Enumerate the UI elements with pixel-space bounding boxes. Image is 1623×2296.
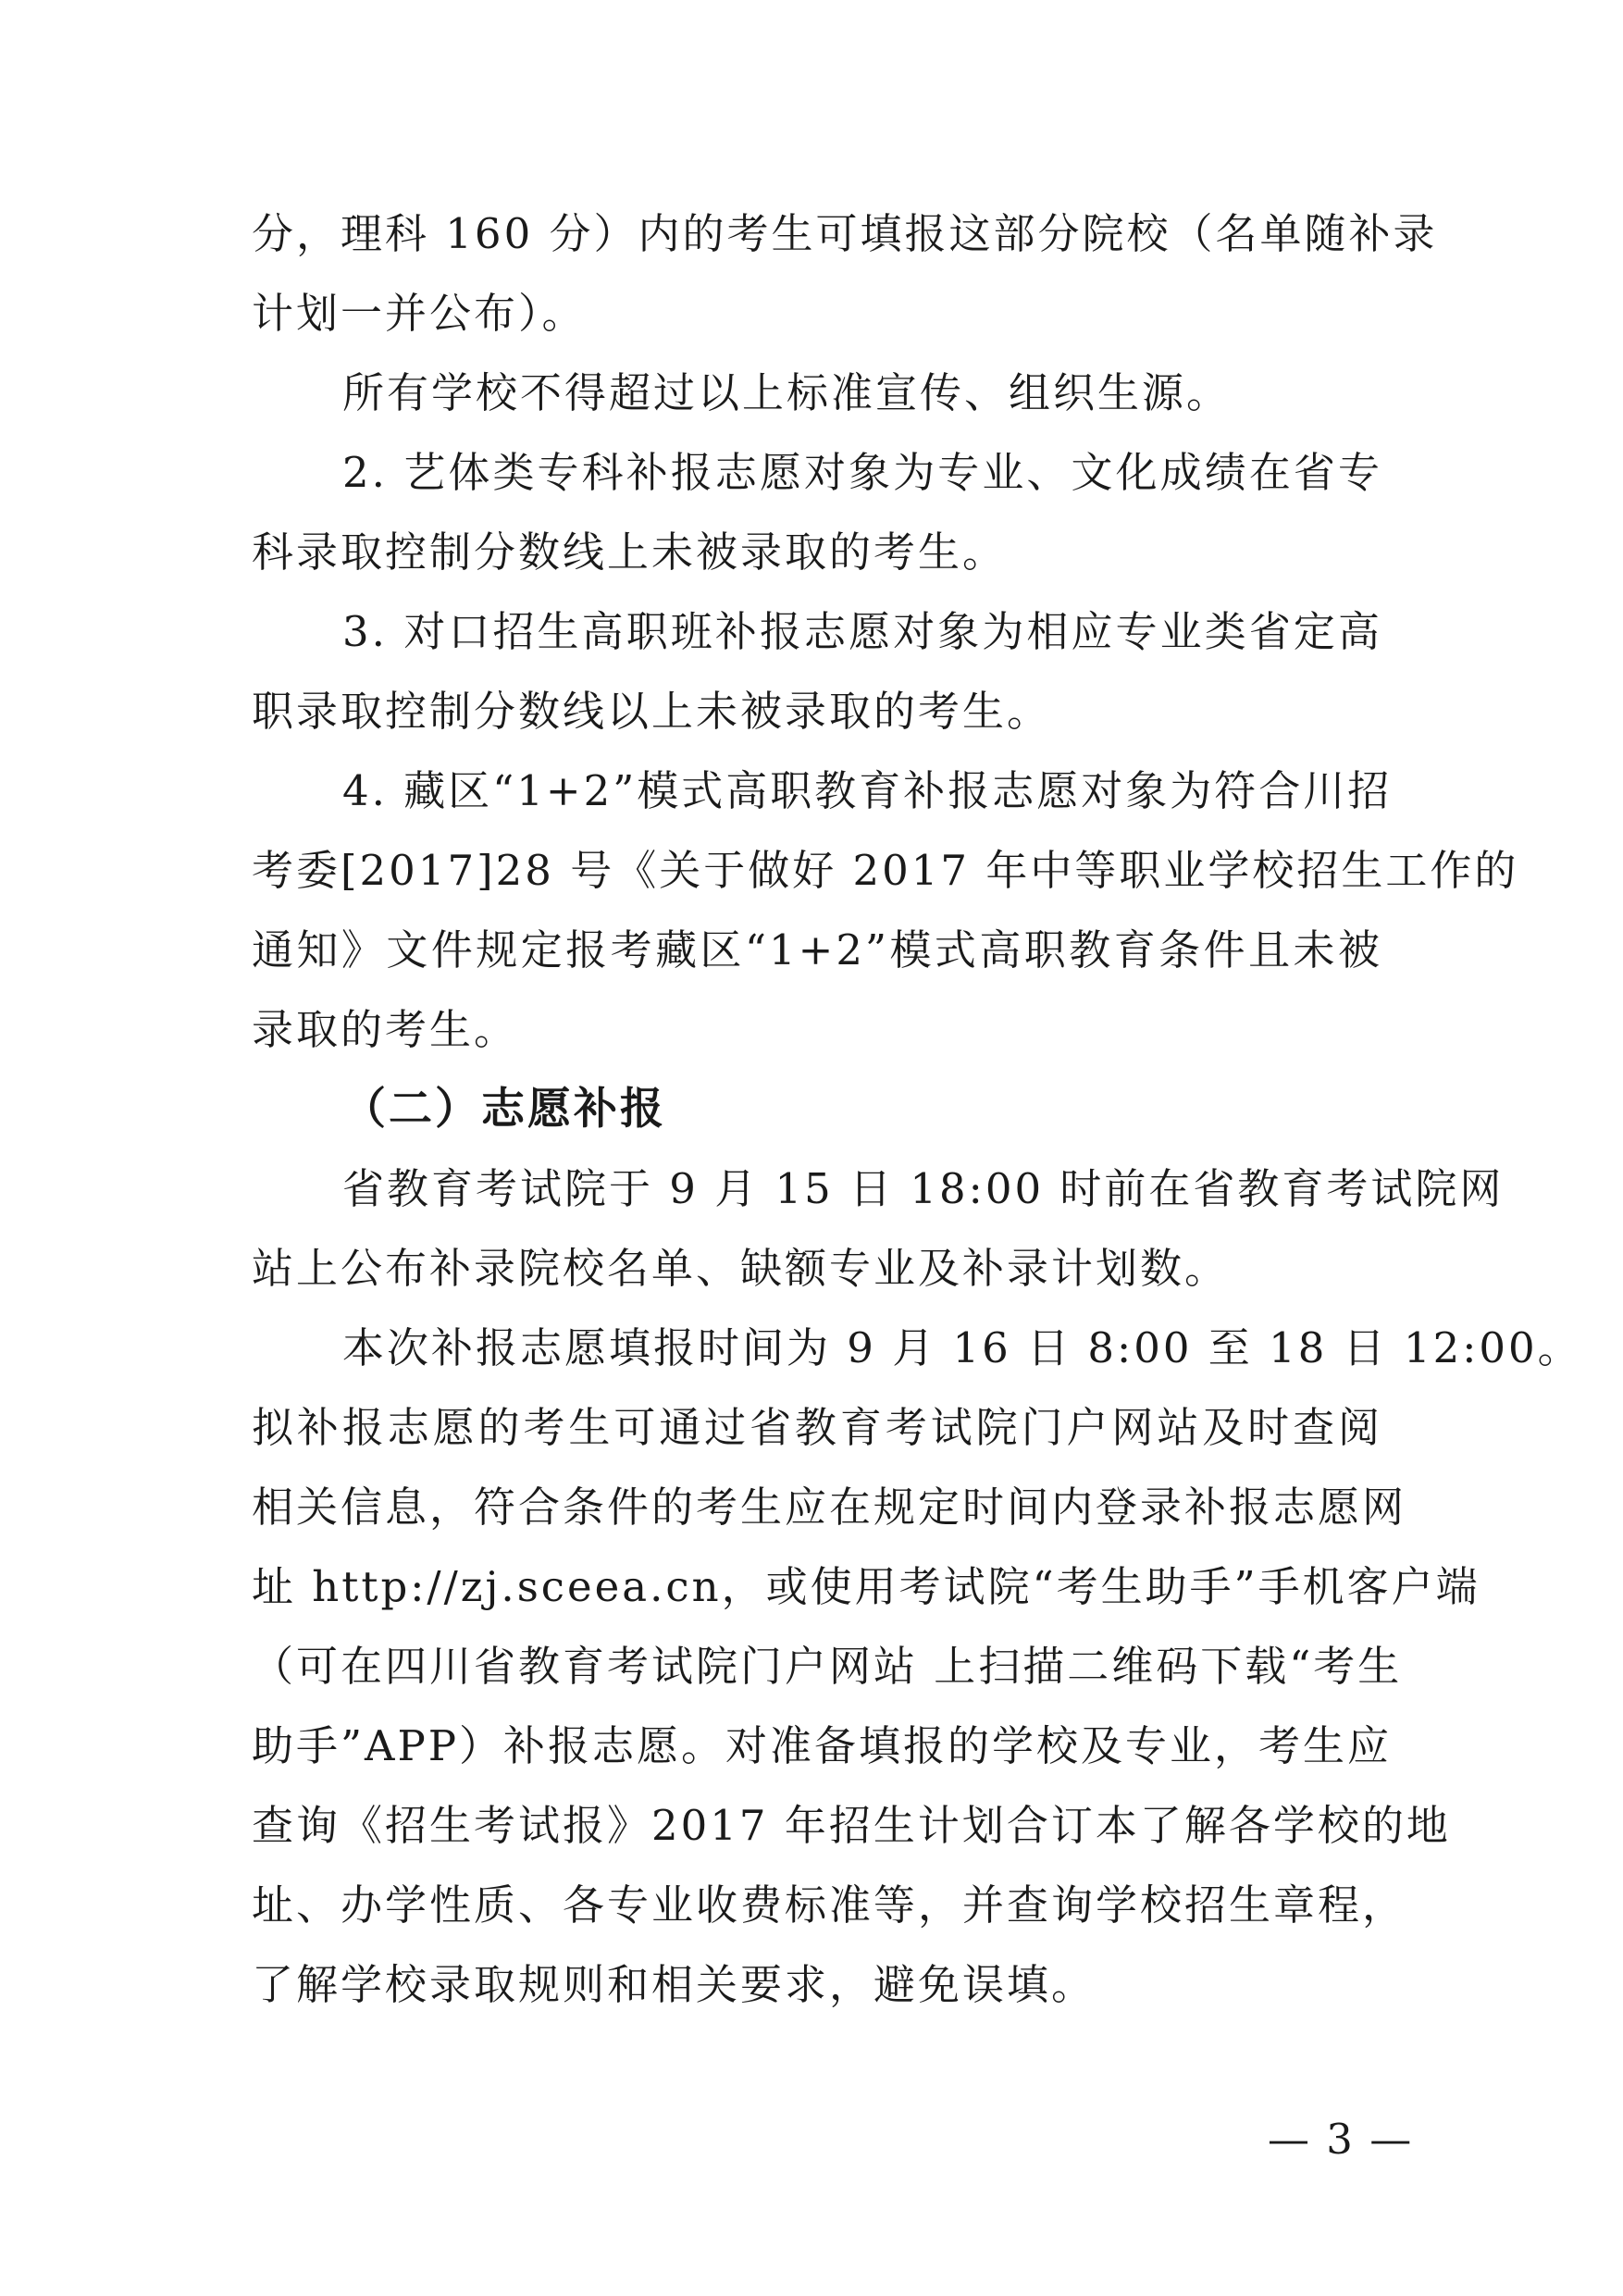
paragraph-line: 计划一并公布）。 bbox=[252, 289, 587, 338]
paragraph-line: 助手”APP）补报志愿。对准备填报的学校及专业，考生应 bbox=[252, 1721, 1393, 1770]
page-number: — 3 — bbox=[1268, 2115, 1414, 2164]
paragraph-line: 拟补报志愿的考生可通过省教育考试院门户网站及时查阅 bbox=[252, 1403, 1382, 1452]
paragraph-line: 查询《招生考试报》2017 年招生计划合订本了解各学校的地 bbox=[252, 1801, 1451, 1850]
paragraph-line: 了解学校录取规则和相关要求，避免误填。 bbox=[252, 1960, 1096, 2009]
paragraph-line: （可在四川省教育考试院门户网站 上扫描二维码下载“考生 bbox=[252, 1642, 1403, 1691]
paragraph-line: 址 http://zj.sceea.cn，或使用考试院“考生助手”手机客户端 bbox=[252, 1562, 1481, 1611]
paragraph-line: 职录取控制分数线以上未被录取的考生。 bbox=[252, 687, 1052, 736]
paragraph-line: 通知》文件规定报考藏区“1+2”模式高职教育条件且未被 bbox=[252, 925, 1382, 974]
paragraph-line: 站上公布补录院校名单、缺额专业及补录计划数。 bbox=[252, 1244, 1230, 1293]
paragraph-line: 址、办学性质、各专业收费标准等，并查询学校招生章程， bbox=[252, 1880, 1407, 1930]
paragraph-line: 2. 艺体类专科补报志愿对象为专业、文化成绩在省专 bbox=[342, 448, 1382, 497]
paragraph-line: 3. 对口招生高职班补报志愿对象为相应专业类省定高 bbox=[342, 607, 1382, 656]
paragraph-line: 本次补报志愿填报时间为 9 月 16 日 8:00 至 18 日 12:00。 bbox=[342, 1323, 1582, 1372]
paragraph-line: 4. 藏区“1+2”模式高职教育补报志愿对象为符合川招 bbox=[342, 766, 1393, 815]
paragraph-line: 录取的考生。 bbox=[252, 1005, 519, 1054]
section-heading: （二）志愿补报 bbox=[342, 1084, 666, 1135]
paragraph-line: 科录取控制分数线上未被录取的考生。 bbox=[252, 527, 1008, 577]
paragraph-line: 考委[2017]28 号《关于做好 2017 年中等职业学校招生工作的 bbox=[252, 846, 1519, 895]
paragraph-line: 省教育考试院于 9 月 15 日 18:00 时前在省教育考试院网 bbox=[342, 1164, 1505, 1213]
paragraph-line: 所有学校不得超过以上标准宣传、组织生源。 bbox=[342, 368, 1232, 417]
paragraph-line: 分，理科 160 分）内的考生可填报这部分院校（名单随补录 bbox=[252, 209, 1438, 258]
paragraph-line: 相关信息，符合条件的考生应在规定时间内登录补报志愿网 bbox=[252, 1483, 1407, 1532]
